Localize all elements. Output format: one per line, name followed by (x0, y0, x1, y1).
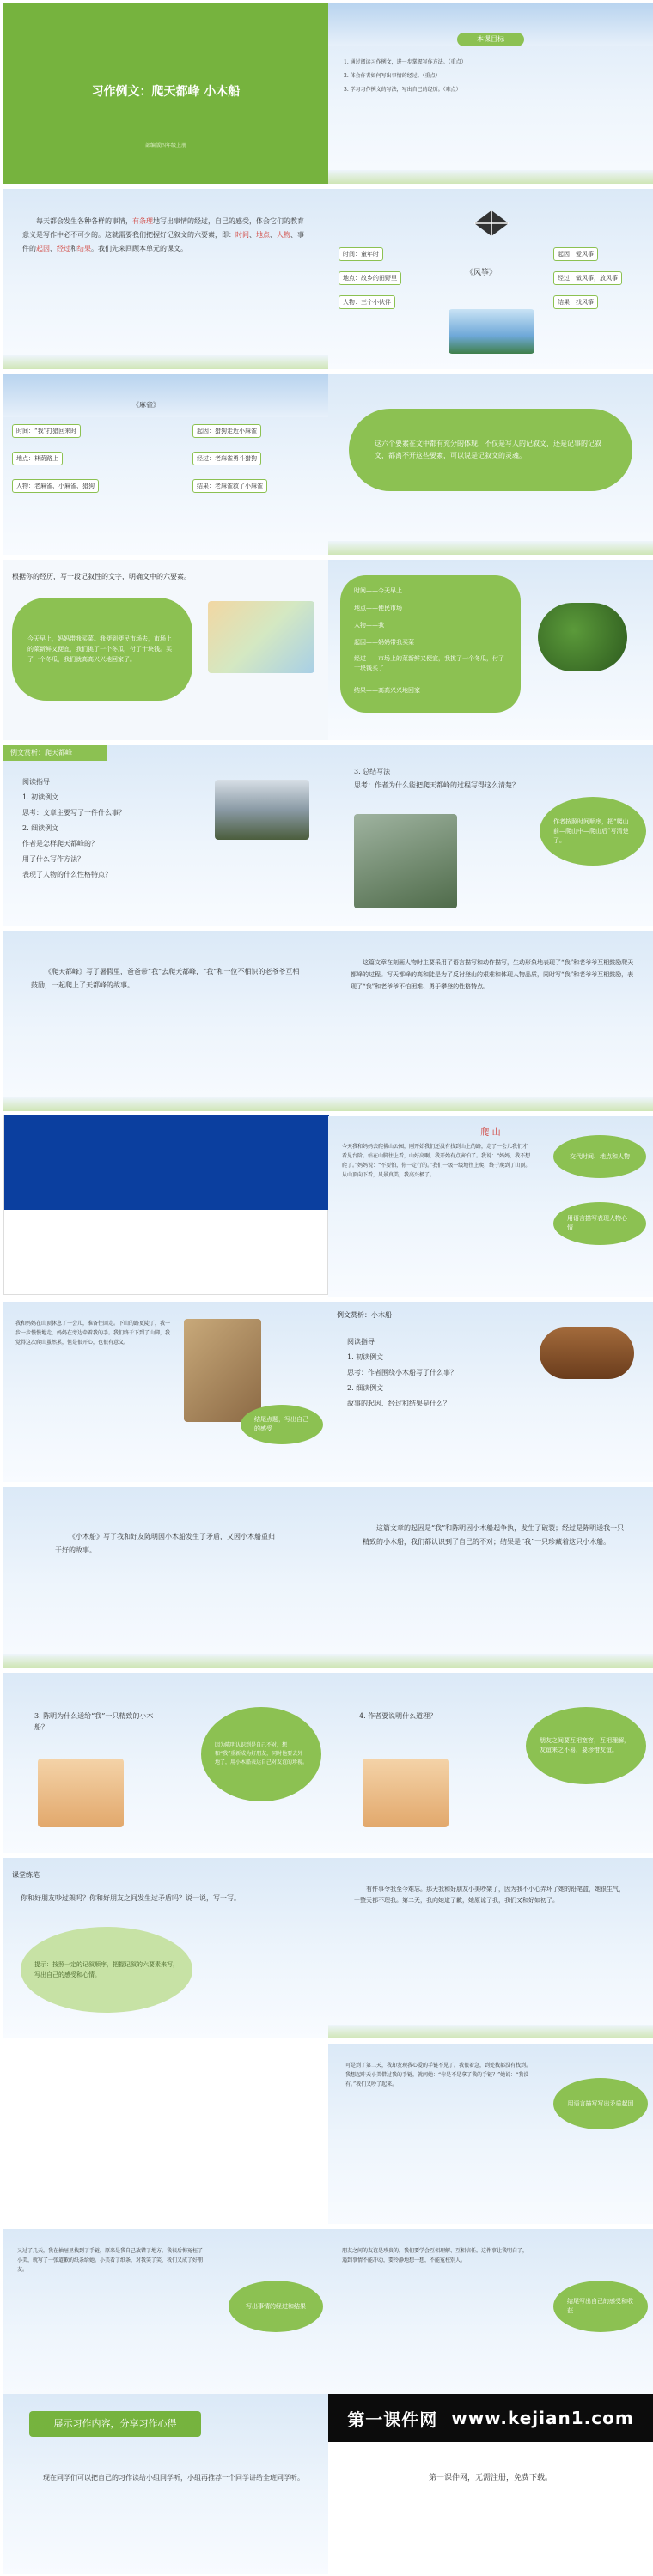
tag-result: 结果：找风筝 (553, 295, 598, 309)
slide-brand (328, 2394, 653, 2574)
goal-3: 3. 学习习作例文的写法，写出自己的经历。（难点） (344, 87, 461, 93)
reading-line-5: 故事的起因、经过和结果是什么？ (347, 1400, 450, 1407)
tag-cause: 起因：爱风筝 (553, 247, 598, 261)
section-heading: 课堂练笔 (12, 1871, 40, 1879)
slide-friend-essay-2 (328, 2044, 653, 2224)
section-heading: 例文赏析：小木船 (337, 1311, 392, 1319)
analysis-text: 这篇文章的起因是“我”和陈明因小木船起争执，发生了破裂；经过是陈明送我一只精致的小木船，我们都认识到了自己的不对；结果是“我”一只珍藏着这只小木船。 (363, 1524, 625, 1546)
slide-boat-analysis (328, 1487, 653, 1668)
element-time: 时间——今天早上 (354, 587, 402, 594)
ad-title (8, 1121, 324, 1177)
ad-panel (3, 1115, 328, 1295)
reading-line-2: 1. 初读例文 (22, 793, 59, 801)
market-picture (208, 601, 314, 673)
reading-line-5: 作者是怎样爬天都峰的？ (22, 840, 98, 848)
essay-bubble: 写出事情的经过和结果 (229, 2281, 323, 2332)
slide-boat-reading (328, 1302, 653, 1482)
tag-result: 结果：老麻雀救了小麻雀 (192, 479, 267, 493)
slide-tiandu-reading (3, 745, 328, 926)
question-text: 4. 作者要说明什么道理？ (359, 1712, 437, 1720)
share-title: 展示习作内容，分享习作心得 (29, 2411, 201, 2437)
sample-bubble: 今天早上，妈妈带我买菜。我便到便民市场去，市场上的菜新鲜又便宜，我们挑了一个冬瓜，付了十块钱。买了一个冬瓜，我们就高高兴兴地回家了。 (12, 598, 192, 701)
slide-boat-summary (3, 1487, 328, 1668)
element-people: 人物——我 (354, 622, 384, 629)
kids-picture (363, 1759, 449, 1827)
slide-sparrow (3, 374, 328, 555)
kite-icon (466, 206, 517, 240)
summary-text: 《爬天都峰》写了暑假里，爸爸带“我”去爬天都峰，“我”和一位不相识的老爷爷互相鼓励，一起爬上了天都峰的故事。 (31, 968, 300, 989)
intro-text: 每天都会发生各种各样的事情，有条理地写出事情的经过，自己的感受，体会它们的教育意义是写作中必不可少的。这就需要我们把握好记叙文的六要素，即：时间、地点、人物、事件的起因、经过和结果。我们先来回顾本单元的课文。 (22, 217, 304, 252)
brand-bar: 第一课件网 www.kejian1.com (328, 2394, 653, 2442)
answer-bubble: 朋友之间要互相宽容，互相理解，友谊来之不易，要珍惜友谊。 (526, 1707, 646, 1784)
footer-text: 部编版四年级上册 (144, 143, 186, 149)
slide-kite (328, 189, 653, 369)
tip-bubble: 提示：按照一定的记叙顺序，把握记叙的六要素来写，写出自己的感受和心情。 (21, 1927, 192, 2013)
essay-bubble: 结尾写出自己的感受和收获 (553, 2281, 648, 2332)
reading-line-2: 1. 初读例文 (347, 1353, 384, 1361)
goal-2: 2. 体会作者如何写出事情的经过。（重点） (344, 73, 441, 79)
essay-bubble: 结尾点题，写出自己的感受 (241, 1405, 323, 1444)
question-text: 3. 陈明为什么送给“我”一只精致的小木船？ (34, 1712, 154, 1731)
cliff-picture (354, 814, 457, 908)
center-title: 《风筝》 (466, 269, 497, 277)
reading-line-4: 2. 细读例文 (347, 1384, 384, 1392)
tag-process: 经过：做风筝，放风筝 (553, 271, 622, 285)
practice-question: 你和好朋友吵过架吗？你和好朋友之间发生过矛盾吗？说一说，写一写。 (21, 1894, 241, 1902)
element-cause: 起因——妈妈带我买菜 (354, 639, 414, 646)
essay-body: 可是到了第二天，我却发现我心爱的手链不见了。我很着急，到处找都没有找到。我想起昨天小美借过我的手链，就问她：“你是不是拿了我的手链？”她说：“我没有。”我们又吵了起来。 (345, 2063, 532, 2087)
method-line-1: 3. 总结写法 (354, 768, 391, 775)
tag-people: 人物：三个小伙伴 (339, 295, 395, 309)
method-line-2: 思考：作者为什么能把爬天都峰的过程写得这么清楚？ (354, 781, 519, 789)
reading-line-3: 思考：作者围绕小木船写了什么事？ (347, 1369, 457, 1376)
slide-practice-market (3, 560, 328, 740)
essay-body: 今天我和妈妈去爬佛山公园，刚开始我们还没有找到山上的路，走了一会儿我们才看见台阶。站在山脚往上看，山好高啊，我开始有点害怕了。我说：“妈妈，我不想爬了。”妈妈说：“不要怕，你一定行的。”我们一级一级地往上爬，终于爬到了山顶。从山顶向下看，风景真美，我高兴极了。 (342, 1144, 531, 1178)
goals-heading: 本课目标 (457, 33, 524, 46)
section-heading: 例文赏析：爬天都峰 (3, 745, 107, 761)
slide-intro (3, 189, 328, 369)
goal-1: 1. 通过阅读习作例文，进一步掌握写作方法。（重点） (344, 59, 467, 65)
tag-process: 经过：老麻雀勇斗猎狗 (192, 452, 261, 465)
slide-tiandu-method (328, 745, 653, 926)
essay-body: 我和妈妈在山顶休息了一会儿，准备往回走。下山的路更陡了，我一步一步慢慢地走，妈妈在旁边牵着我的手。我们终于下到了山脚，我觉得这次爬山虽然累，但是很开心，也很有意义。 (15, 1321, 171, 1346)
slide-boat-question-3 (3, 1673, 328, 1853)
slide-tiandu-summary (3, 931, 328, 1111)
slide-boat-question-4 (328, 1673, 653, 1853)
slide-friend-essay (328, 1858, 653, 2038)
tag-time: 时间：“我”打猎回来时 (12, 424, 81, 438)
slide-friend-essay-3 (3, 2229, 328, 2409)
slide-elements-summary (328, 374, 653, 555)
lake-picture (449, 309, 534, 354)
slide-practice-friend (3, 1858, 328, 2038)
essay-bubble-2: 用语言描写表现人物心情 (553, 1202, 646, 1245)
method-bubble: 作者按照时间顺序，把“爬山前—爬山中—爬山后”写清楚了。 (540, 797, 646, 866)
tag-place: 地点：林荫路上 (12, 452, 63, 465)
essay-title: 爬 山 (480, 1128, 501, 1138)
slide-tiandu-analysis (328, 931, 653, 1111)
answer-bubble: 因为陈明认识到是自己不对，想和“我”重新成为好朋友，同时他要去外地了，用小木船表达自己对友谊的珍视。 (201, 1707, 321, 1801)
reading-line-4: 2. 细读例文 (22, 824, 59, 832)
slide-goals (328, 3, 653, 184)
tag-people: 人物：老麻雀、小麻雀、猎狗 (12, 479, 99, 493)
summary-bubble: 这六个要素在文中都有充分的体现，不仅是写人的记叙文，还是记事的记叙文，都离不开这些要素，可以说是记叙文的灵魂。 (349, 409, 632, 491)
reading-line-6: 用了什么写作方法？ (22, 855, 84, 863)
slide-friend-essay-4 (328, 2229, 653, 2409)
essay-body: 朋友之间的友谊是珍贵的，我们要学会互相理解、互相信任。这件事让我明白了，遇到事情不能冲动，要冷静地想一想，不能冤枉别人。 (342, 2248, 528, 2263)
slide-climb-end (3, 1302, 328, 1482)
center-title: 《麻雀》 (132, 401, 160, 409)
reading-line-1: 阅读指导 (22, 778, 50, 786)
boat-picture (540, 1327, 634, 1379)
slide-climb-essay (328, 1116, 653, 1297)
slide-elements-list (328, 560, 653, 740)
slide-share (3, 2394, 328, 2574)
mountain-picture (215, 780, 309, 840)
analysis-text: 这篇文章在刻画人物时主要采用了语言描写和动作描写，生动形象地表现了“我”和老爷爷互相鼓励爬天都峰的过程。写天都峰的高和陡是为了反衬登山的艰难和体现人物品质，同时写“我”和老爷爷互相鼓励，表现了“我”和老爷爷不怕困难、勇于攀登的性格特点。 (351, 959, 634, 990)
share-text: 现在同学们可以把自己的习作读给小组同学听，小组再推荐一个同学讲给全班同学听。 (43, 2474, 304, 2482)
brand-footer: 第一课件网，无需注册，免费下载。 (428, 2474, 552, 2482)
tag-cause: 起因：猎狗走近小麻雀 (192, 424, 261, 438)
brand-url-link[interactable]: www.kejian1.com (451, 2408, 634, 2428)
slope-picture (184, 1319, 261, 1422)
essay-bubble: 用语言描写写出矛盾起因 (553, 2078, 648, 2129)
essay-body: 又过了几天，我在抽屉里找到了手链，原来是我自己放错了地方。我很后悔冤枉了小美，就写了一张道歉的纸条给她。小美看了纸条，对我笑了笑，我们又成了好朋友。 (17, 2248, 204, 2273)
slide-title (3, 3, 328, 184)
tag-place: 地点：故乡的田野里 (339, 271, 401, 285)
essay-bubble-1: 交代时间、地点和人物 (553, 1135, 646, 1178)
reading-line-1: 阅读指导 (347, 1338, 375, 1346)
element-result: 结果——高高兴兴地回家 (354, 687, 420, 694)
reading-line-3: 思考：文章主要写了一件什么事？ (22, 809, 125, 817)
melon-picture (538, 603, 627, 671)
tag-time: 时间：童年时 (339, 247, 383, 261)
kids-picture (38, 1759, 124, 1827)
element-place: 地点——便民市场 (354, 605, 402, 611)
element-process: 经过——市场上的菜新鲜又便宜，我挑了一个冬瓜，付了十块钱买了 (354, 655, 504, 671)
reading-line-7: 表现了人物的什么性格特点？ (22, 871, 112, 878)
summary-text: 《小木船》写了我和好友陈明因小木船发生了矛盾，又因小木船重归于好的故事。 (55, 1533, 275, 1554)
page-title: 习作例文：爬天都峰 小木船 (91, 85, 241, 99)
essay-body: 有件事令我至今难忘。那天我和好朋友小美吵架了，因为我不小心弄坏了她的铅笔盒，她很生气，一整天都不理我。第二天，我向她道了歉，她原谅了我，我们又和好如初了。 (354, 1886, 625, 1904)
practice-prompt: 根据你的经历，写一段记叙性的文字，明确文中的六要素。 (12, 573, 191, 580)
